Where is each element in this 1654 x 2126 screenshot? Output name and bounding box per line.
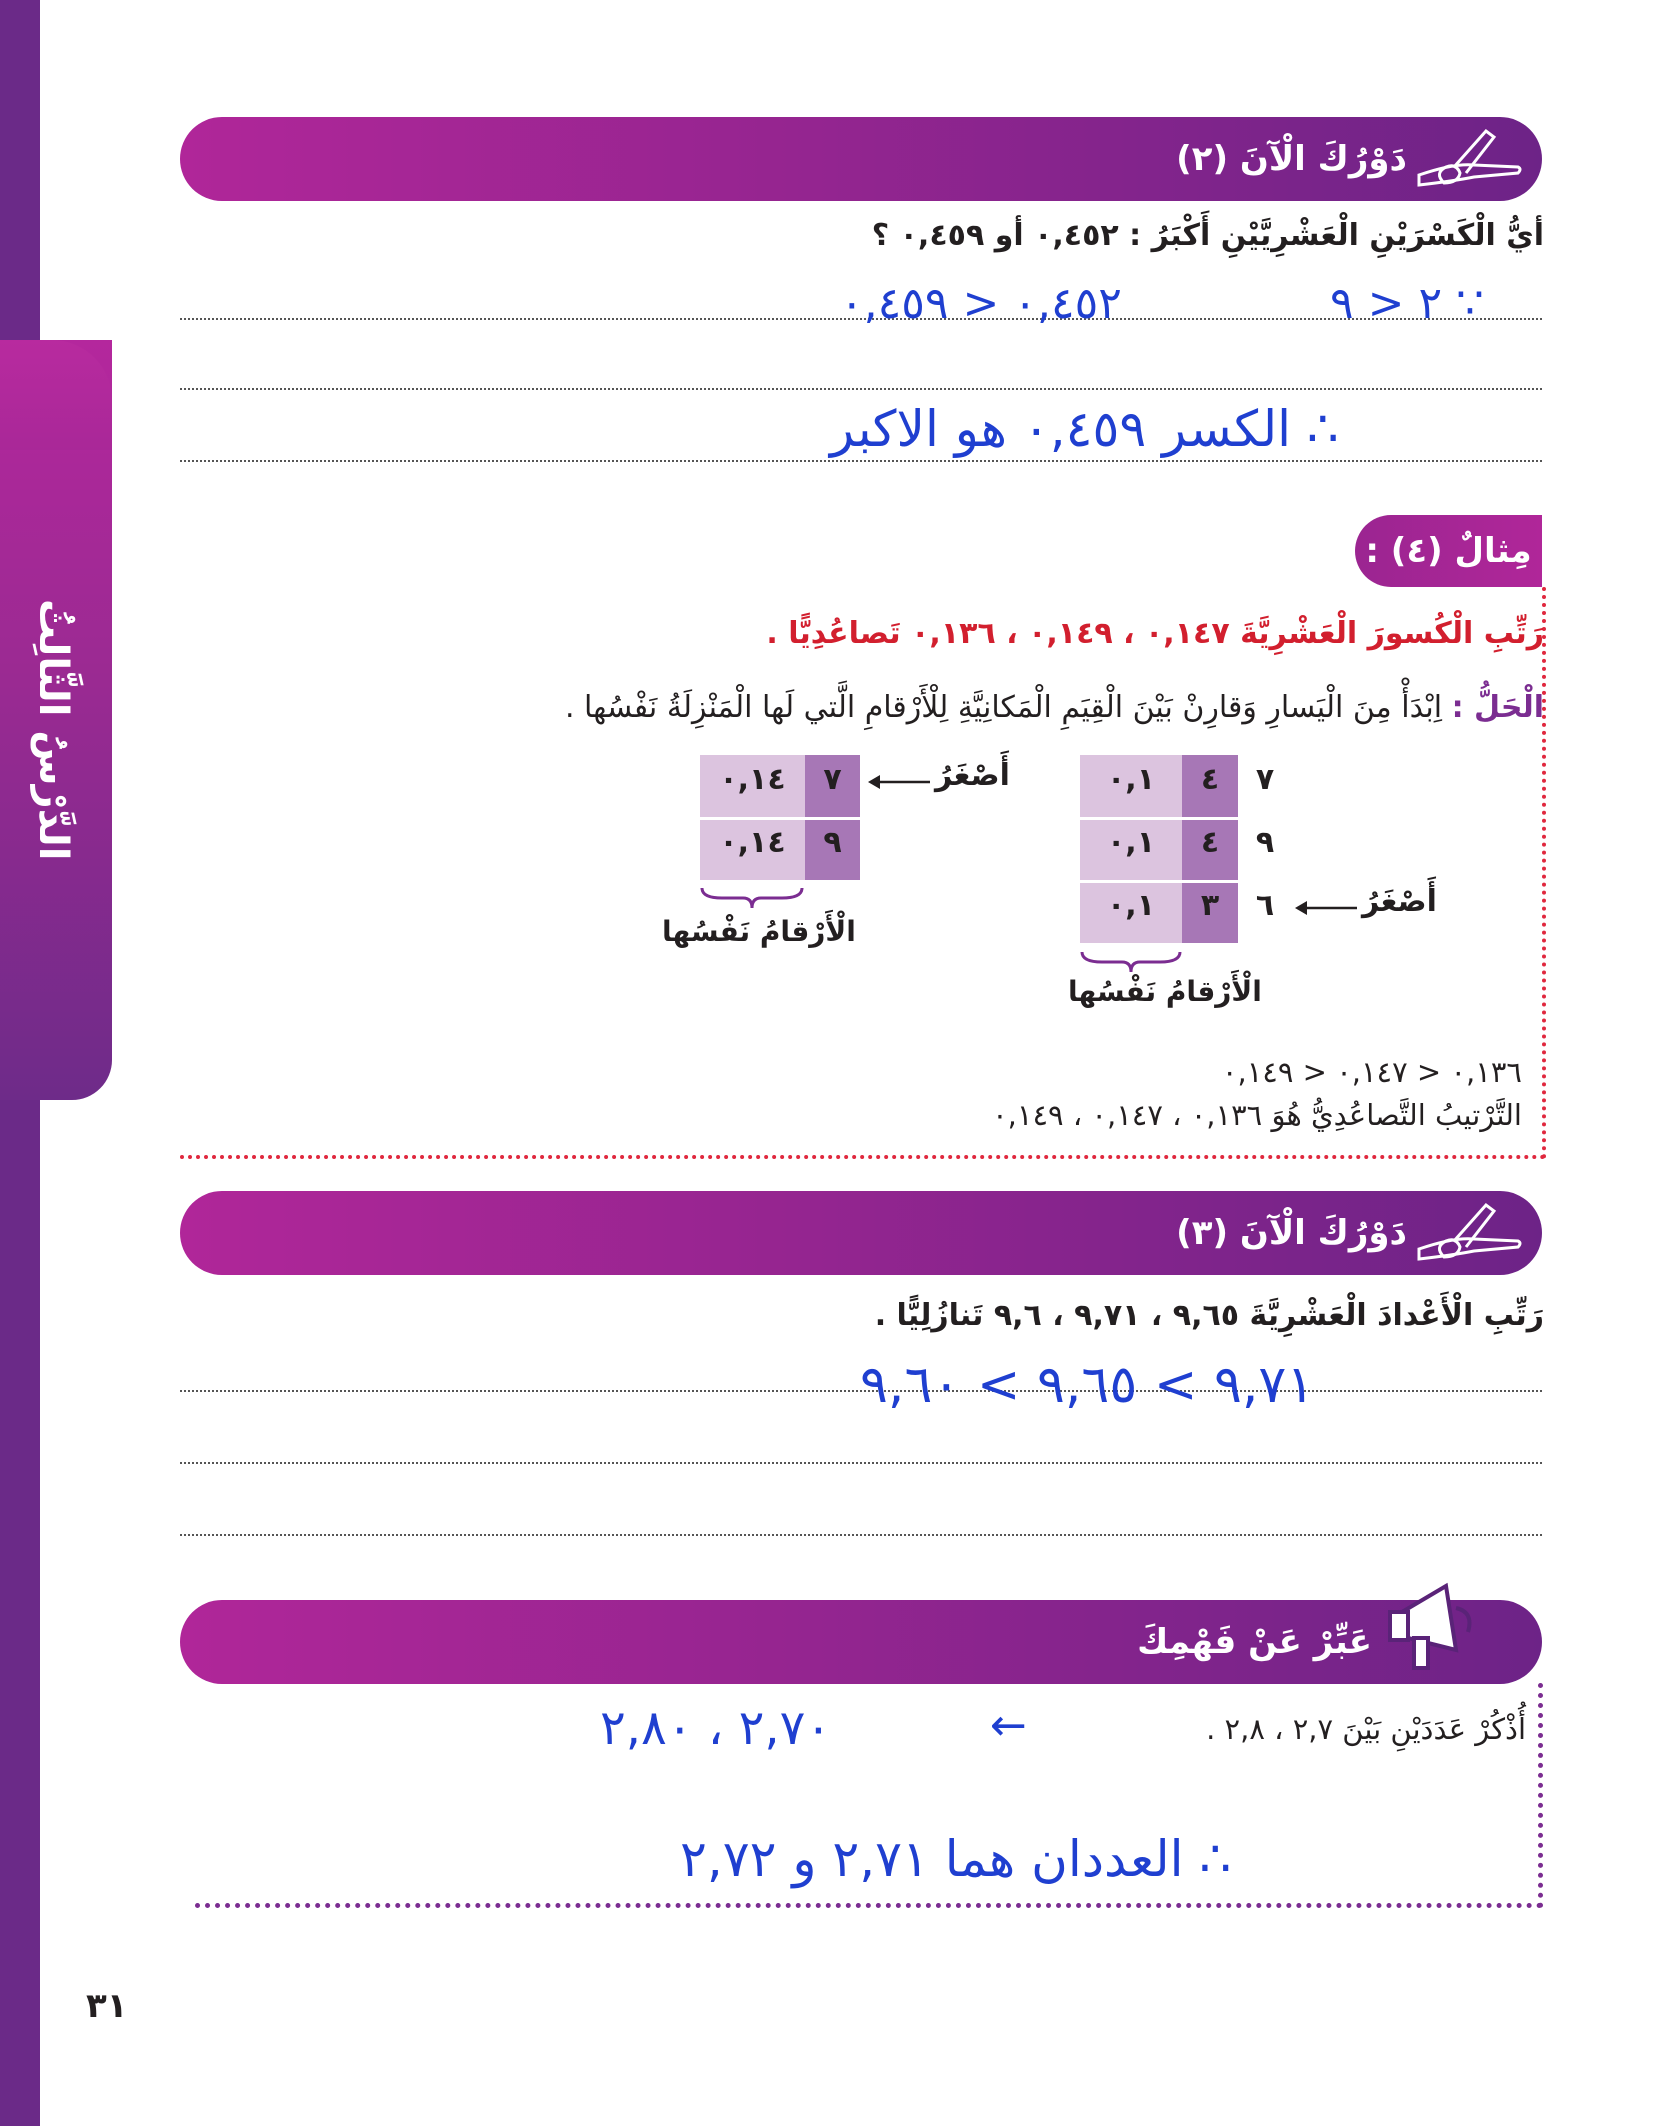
table1-row3-dark: ٣ bbox=[1200, 888, 1220, 923]
table1-row3-light: ٠,١ bbox=[1106, 888, 1156, 923]
table2-row2-light: ٠,١٤ bbox=[719, 825, 786, 860]
table2-row1-light: ٠,١٤ bbox=[719, 762, 786, 797]
handwritten-descending-order: ٩,٧١ > ٩,٦٥ > ٩,٦٠ bbox=[860, 1355, 1315, 1415]
answer-line-6 bbox=[180, 1534, 1542, 1536]
example-4-solution bbox=[565, 690, 1544, 725]
table1-row1-plain: ٧ bbox=[1255, 762, 1275, 797]
writing-hand-icon bbox=[1414, 123, 1524, 195]
express-title: عَبِّرْ عَنْ فَهْمِكَ bbox=[1137, 1622, 1372, 1662]
handwritten-reason: ∵ ٢ < ٩ bbox=[1330, 278, 1485, 329]
table1-row1-light: ٠,١ bbox=[1106, 762, 1156, 797]
answer-line-2 bbox=[180, 388, 1542, 390]
table2-brace-icon bbox=[700, 886, 805, 912]
table1-same-digits-label: الْأَرْقامُ نَفْسُها bbox=[1068, 975, 1262, 1008]
handwritten-conclusion: ∴ الكسر ٠,٤٥٩ هو الاكبر bbox=[830, 400, 1339, 458]
handwritten-arrow: ← bbox=[990, 1700, 1027, 1751]
your-turn-3-question: رَتِّبِ الْأَعْدادَ الْعَشْرِيَّةَ ٩,٦٥ ، ٩,٧١ ، ٩,٦ تَنازُلِيًّا . bbox=[874, 1298, 1544, 1333]
answer-line-5 bbox=[180, 1462, 1542, 1464]
table1-arrow-icon bbox=[1295, 898, 1357, 918]
table1-row1-dark: ٤ bbox=[1200, 762, 1220, 797]
example-4-statement: رَتِّبِ الْكُسورَ الْعَشْرِيَّةَ ٠,١٤٧ ، ٠,١٤٩ ، ٠,١٣٦ تَصاعُدِيًّا . bbox=[766, 616, 1544, 651]
handwritten-final-answer: ∴ العددان هما ٢,٧١ و ٢,٧٢ bbox=[680, 1830, 1232, 1888]
table2-smaller-label: أَصْغَرُ bbox=[935, 758, 1010, 793]
your-turn-2-banner bbox=[180, 117, 1542, 201]
table2-same-digits-label: الْأَرْقامُ نَفْسُها bbox=[662, 915, 856, 948]
handwritten-two-numbers: ٢,٧٠ ، ٢,٨٠ bbox=[600, 1700, 832, 1756]
megaphone-icon bbox=[1384, 1572, 1494, 1680]
table1-row2-plain: ٩ bbox=[1255, 825, 1275, 860]
table1-row2-dark: ٤ bbox=[1200, 825, 1220, 860]
example-4-result: التَّرْتيبُ التَّصاعُدِيُّ هُوَ ٠,١٣٦ ، ٠,١٤٧ ، ٠,١٤٩ bbox=[992, 1098, 1522, 1132]
express-question: أُذْكُرْ عَدَدَيْنِ بَيْنَ ٢,٧ ، ٢,٨ . bbox=[1206, 1712, 1526, 1746]
writing-hand-icon bbox=[1414, 1197, 1524, 1269]
express-banner bbox=[180, 1600, 1542, 1684]
table2-row2-dark: ٩ bbox=[823, 825, 842, 860]
your-turn-3-banner bbox=[180, 1191, 1542, 1275]
table2-arrow-icon bbox=[868, 772, 930, 792]
solution-text: اِبْدَأْ مِنَ الْيَسارِ وَقارِنْ بَيْنَ الْقِيَمِ الْمَكانِيَّةِ لِلْأَرْقامِ الَّتي لَها الْمَنْزِلَةُ نَفْسُها . bbox=[564, 690, 1443, 725]
example-4-tab: مِثالٌ (٤) : bbox=[1355, 515, 1542, 587]
table2-row1-dark: ٧ bbox=[823, 762, 842, 797]
your-turn-2-title: دَوْرُكَ الْآنَ (٢) bbox=[1176, 139, 1407, 179]
handwritten-comparison: ٠,٤٥٢ < ٠,٤٥٩ bbox=[840, 278, 1122, 329]
table1-brace-icon bbox=[1080, 950, 1182, 976]
your-turn-2-question: أيُّ الْكَسْرَيْنِ الْعَشْرِيَّيْنِ أَكْبَرُ : ٠,٤٥٢ أو ٠,٤٥٩ ؟ bbox=[871, 218, 1544, 253]
example-4-comparison: ٠,١٣٦ < ٠,١٤٧ < ٠,١٤٩ bbox=[1221, 1055, 1522, 1089]
chapter-title: الدَّرْسُ الثَّالِثُ bbox=[30, 599, 76, 861]
table1-smaller-label: أَصْغَرُ bbox=[1362, 884, 1437, 919]
answer-line-3 bbox=[180, 460, 1542, 462]
table1-row3-plain: ٦ bbox=[1255, 888, 1275, 923]
table1-row2-light: ٠,١ bbox=[1106, 825, 1156, 860]
page-number: ٣١ bbox=[86, 1986, 128, 2026]
your-turn-3-title: دَوْرُكَ الْآنَ (٣) bbox=[1176, 1213, 1407, 1253]
solution-label: الْحَلُّ : bbox=[1451, 690, 1544, 725]
